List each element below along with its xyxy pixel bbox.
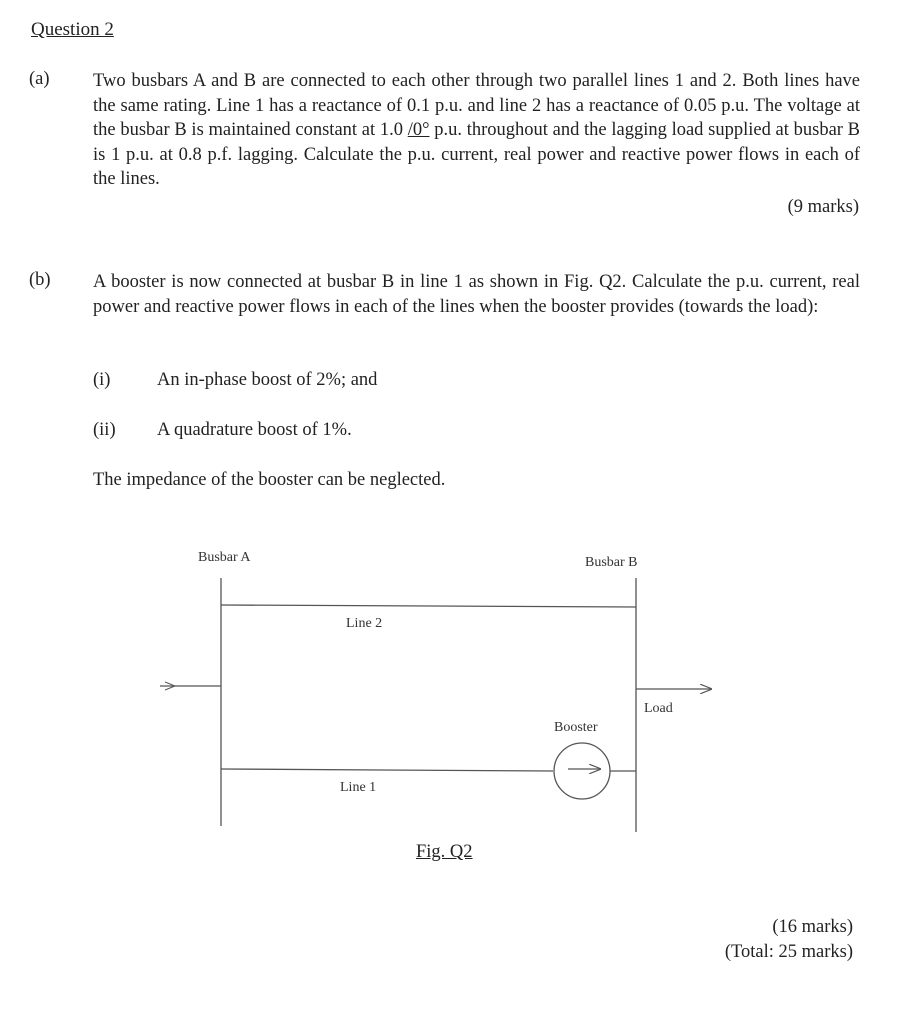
figure-caption: Fig. Q2 bbox=[416, 842, 473, 862]
busbar-b-label: Busbar B bbox=[585, 555, 638, 570]
part-b-marks: (16 marks) bbox=[772, 917, 853, 937]
item-ii-text: A quadrature boost of 1%. bbox=[157, 420, 352, 440]
booster-note: The impedance of the booster can be neglected. bbox=[93, 470, 446, 490]
part-a-label: (a) bbox=[29, 69, 50, 89]
phase-angle: /0° bbox=[407, 120, 430, 141]
total-marks: (Total: 25 marks) bbox=[724, 942, 853, 962]
part-b-label: (b) bbox=[29, 270, 51, 290]
booster-label: Booster bbox=[554, 720, 598, 735]
line-2-label: Line 2 bbox=[346, 616, 383, 631]
part-a-text-before: Two busbars A and B are connected to each other through two parallel lines 1 and 2. Both lines have the same rating. Line 1 has a reactance of 0.1 p.u. and line 2 has a reactance of 0.05 p.u. The voltage at the busbar B is maintained constant at 1.0 bbox=[93, 71, 860, 141]
load-label: Load bbox=[644, 701, 673, 716]
item-i-number: (i) bbox=[93, 370, 111, 390]
part-a-marks: (9 marks) bbox=[787, 197, 859, 217]
question-heading: Question 2 bbox=[31, 19, 114, 40]
line-1 bbox=[221, 769, 553, 771]
line-1-label: Line 1 bbox=[340, 780, 377, 795]
item-ii-number: (ii) bbox=[93, 420, 116, 440]
booster-circle bbox=[554, 743, 610, 799]
line-2 bbox=[221, 605, 636, 607]
busbar-a-label: Busbar A bbox=[198, 550, 251, 565]
part-a-text-after: p.u. throughout and the lagging load supplied at busbar B is 1 p.u. at 0.8 p.f. lagging. Calculate the p.u. current, real power and reactive power flows in each of the lines. bbox=[93, 120, 861, 190]
part-b-text: A booster is now connected at busbar B in line 1 as shown in Fig. Q2. Calculate the p.u. current, real power and reactive power flows in each of the lines when the booster provides (towards the load): bbox=[93, 272, 860, 317]
item-i-text: An in-phase boost of 2%; and bbox=[157, 370, 378, 390]
